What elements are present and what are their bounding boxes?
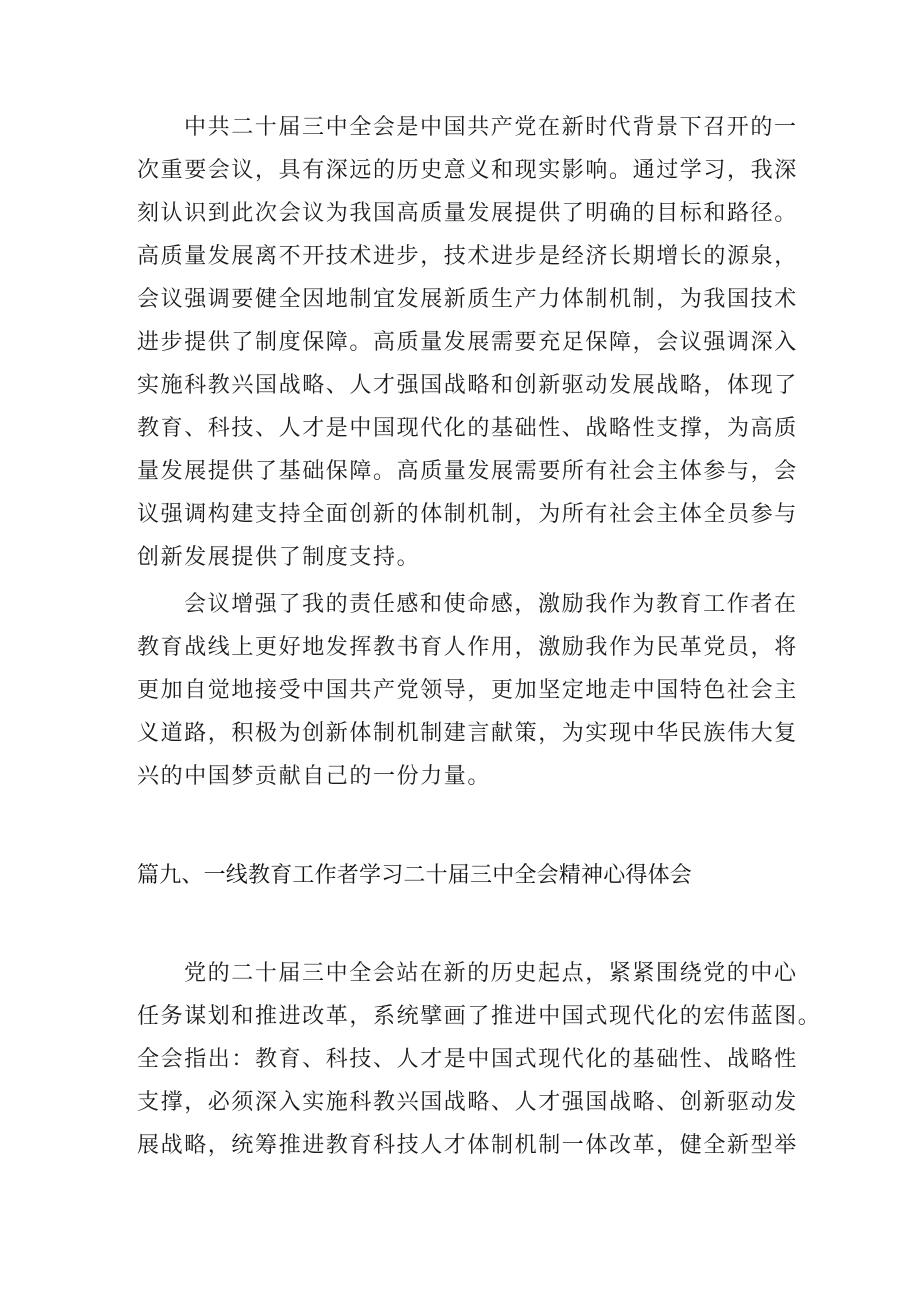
paragraph-line: 会议增强了我的责任感和使命感，激励我作为教育工作者在 xyxy=(184,592,798,617)
paragraph-line: 兴的中国梦贡献自己的一份力量。 xyxy=(137,764,492,789)
paragraph-line: 高质量发展离不开技术进步，技术进步是经济长期增长的源泉， xyxy=(137,244,798,269)
paragraph-line: 义道路，积极为创新体制机制建言献策，为实现中华民族伟大复 xyxy=(137,721,798,746)
paragraph-line: 更加自觉地接受中国共产党领导，更加坚定地走中国特色社会主 xyxy=(137,678,798,703)
paragraph-line: 教育、科技、人才是中国现代化的基础性、战略性支撑，为高质 xyxy=(137,416,798,441)
paragraph-line: 进步提供了制度保障。高质量发展需要充足保障，会议强调深入 xyxy=(137,330,798,355)
paragraph-line: 全会指出：教育、科技、人才是中国式现代化的基础性、战略性 xyxy=(137,1047,798,1072)
paragraph-line: 教育战线上更好地发挥教书育人作用，激励我作为民革党员，将 xyxy=(137,635,798,660)
paragraph-line: 支撑，必须深入实施科教兴国战略、人才强国战略、创新驱动发 xyxy=(137,1090,798,1115)
paragraph-line: 议强调构建支持全面创新的体制机制，为所有社会主体全员参与 xyxy=(137,502,798,527)
paragraph-line: 任务谋划和推进改革，系统擘画了推进中国式现代化的宏伟蓝图。 xyxy=(137,1004,822,1029)
paragraph-line: 量发展提供了基础保障。高质量发展需要所有社会主体参与，会 xyxy=(137,459,798,484)
paragraph-line: 创新发展提供了制度支持。 xyxy=(137,545,421,570)
paragraph-line: 党的二十届三中全会站在新的历史起点，紧紧围绕党的中心 xyxy=(184,961,798,986)
paragraph-line: 次重要会议，具有深远的历史意义和现实影响。通过学习，我深 xyxy=(137,158,798,183)
paragraph-line: 会议强调要健全因地制宜发展新质生产力体制机制，为我国技术 xyxy=(137,287,798,312)
paragraph-line: 展战略，统筹推进教育科技人才体制机制一体改革，健全新型举 xyxy=(137,1133,798,1158)
paragraph-line: 刻认识到此次会议为我国高质量发展提供了明确的目标和路径。 xyxy=(137,201,798,226)
paragraph-line: 中共二十届三中全会是中国共产党在新时代背景下召开的一 xyxy=(184,115,798,140)
section-heading: 篇九、一线教育工作者学习二十届三中全会精神心得体会 xyxy=(137,863,693,888)
paragraph-line: 实施科教兴国战略、人才强国战略和创新驱动发展战略，体现了 xyxy=(137,373,798,398)
